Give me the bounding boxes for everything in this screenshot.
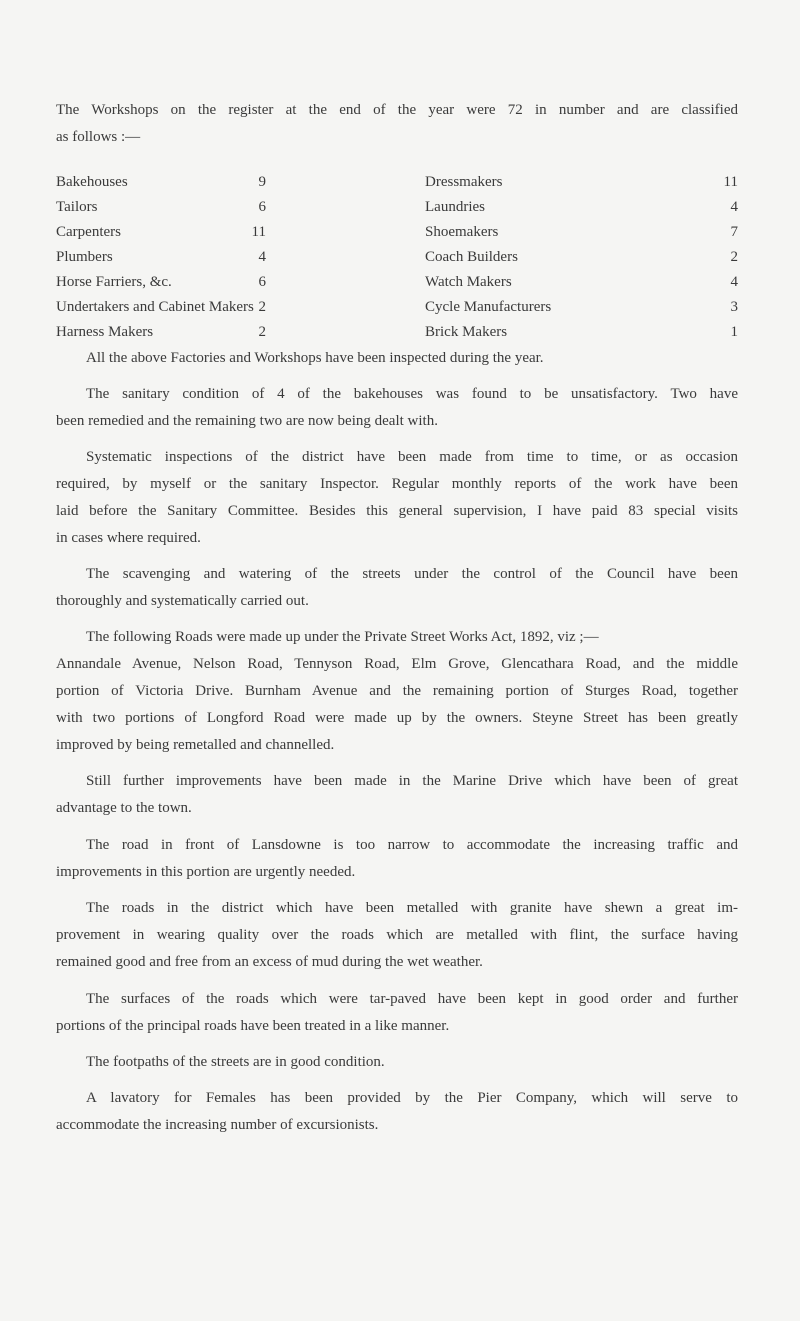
workshop-name: Laundries [425, 199, 485, 215]
workshop-count: 4 [730, 199, 738, 215]
workshop-name: Cycle Manufacturers [425, 299, 552, 315]
workshop-name: Bakehouses [56, 174, 128, 190]
workshop-count: 4 [730, 274, 738, 290]
systematic-line-3: laid before the Sanitary Committee. Besides this general supervision, I have paid 83 special visits [56, 503, 738, 519]
workshop-count: 7 [730, 224, 738, 240]
roads-line-3: with two portions of Longford Road were made up by the owners. Steyne Street has been greatly [56, 710, 738, 726]
workshop-name: Undertakers and Cabinet Makers [56, 299, 254, 315]
workshop-name: Tailors [56, 199, 98, 215]
workshop-count: 2 [258, 299, 266, 315]
workshop-count: 3 [730, 299, 738, 315]
workshop-name: Shoemakers [425, 224, 499, 240]
roads-line-2: portion of Victoria Drive. Burnham Avenue and the remaining portion of Sturges Road, together [56, 683, 738, 699]
workshop-name: Watch Makers [425, 274, 512, 290]
workshop-count: 1 [730, 324, 738, 340]
systematic-line-4: in cases where required. [56, 530, 201, 546]
inspected-paragraph: All the above Factories and Workshops have been inspected during the year. [86, 350, 544, 366]
intro-line-2: as follows :— [56, 129, 141, 145]
sanitary-line-2: been remedied and the remaining two are now being dealt with. [56, 413, 438, 429]
footpaths-paragraph: The footpaths of the streets are in good condition. [86, 1054, 385, 1070]
scavenging-line-1: The scavenging and watering of the streets under the control of the Council have been [86, 566, 738, 582]
systematic-line-1: Systematic inspections of the district have been made from time to time, or as occasion [86, 449, 738, 465]
workshop-count: 11 [723, 174, 738, 190]
workshop-name: Coach Builders [425, 249, 518, 265]
roads-intro: The following Roads were made up under the Private Street Works Act, 1892, viz ;— [86, 629, 599, 645]
granite-line-1: The roads in the district which have been metalled with granite have shewn a great im- [86, 900, 738, 916]
workshop-count: 6 [258, 274, 266, 290]
intro-line-1: The Workshops on the register at the end of the year were 72 in number and are classified [56, 102, 738, 118]
workshop-name: Brick Makers [425, 324, 508, 340]
workshop-name: Plumbers [56, 249, 113, 265]
tarpaved-line-1: The surfaces of the roads which were tar-paved have been kept in good order and further [86, 991, 738, 1007]
workshop-name: Carpenters [56, 224, 121, 240]
tarpaved-line-2: portions of the principal roads have been treated in a like manner. [56, 1018, 450, 1034]
workshop-name: Horse Farriers, &c. [56, 274, 172, 290]
workshop-count: 4 [258, 249, 266, 265]
systematic-line-2: required, by myself or the sanitary Inspector. Regular monthly reports of the work have been [56, 476, 738, 492]
marine-line-2: advantage to the town. [56, 800, 192, 816]
lavatory-line-2: accommodate the increasing number of excursionists. [56, 1117, 379, 1133]
granite-line-3: remained good and free from an excess of mud during the wet weather. [56, 954, 483, 970]
sanitary-line-1: The sanitary condition of 4 of the bakehouses was found to be unsatisfactory. Two have [86, 386, 738, 402]
workshop-count: 9 [258, 174, 266, 190]
lansdowne-line-1: The road in front of Lansdowne is too narrow to accommodate the increasing traffic and [86, 837, 738, 853]
scavenging-line-2: thoroughly and systematically carried out. [56, 593, 309, 609]
workshop-count: 11 [251, 224, 266, 240]
workshop-count: 2 [258, 324, 266, 340]
lansdowne-line-2: improvements in this portion are urgently needed. [56, 864, 356, 880]
workshop-name: Dressmakers [425, 174, 503, 190]
lavatory-line-1: A lavatory for Females has been provided by the Pier Company, which will serve to [86, 1090, 738, 1106]
workshop-count: 2 [730, 249, 738, 265]
granite-line-2: provement in wearing quality over the roads which are metalled with flint, the surface having [56, 927, 738, 943]
workshop-name: Harness Makers [56, 324, 154, 340]
roads-line-4: improved by being remetalled and channelled. [56, 737, 335, 753]
roads-line-1: Annandale Avenue, Nelson Road, Tennyson Road, Elm Grove, Glencathara Road, and the middle [56, 656, 738, 672]
marine-line-1: Still further improvements have been made in the Marine Drive which have been of great [86, 773, 738, 789]
workshop-count: 6 [258, 199, 266, 215]
